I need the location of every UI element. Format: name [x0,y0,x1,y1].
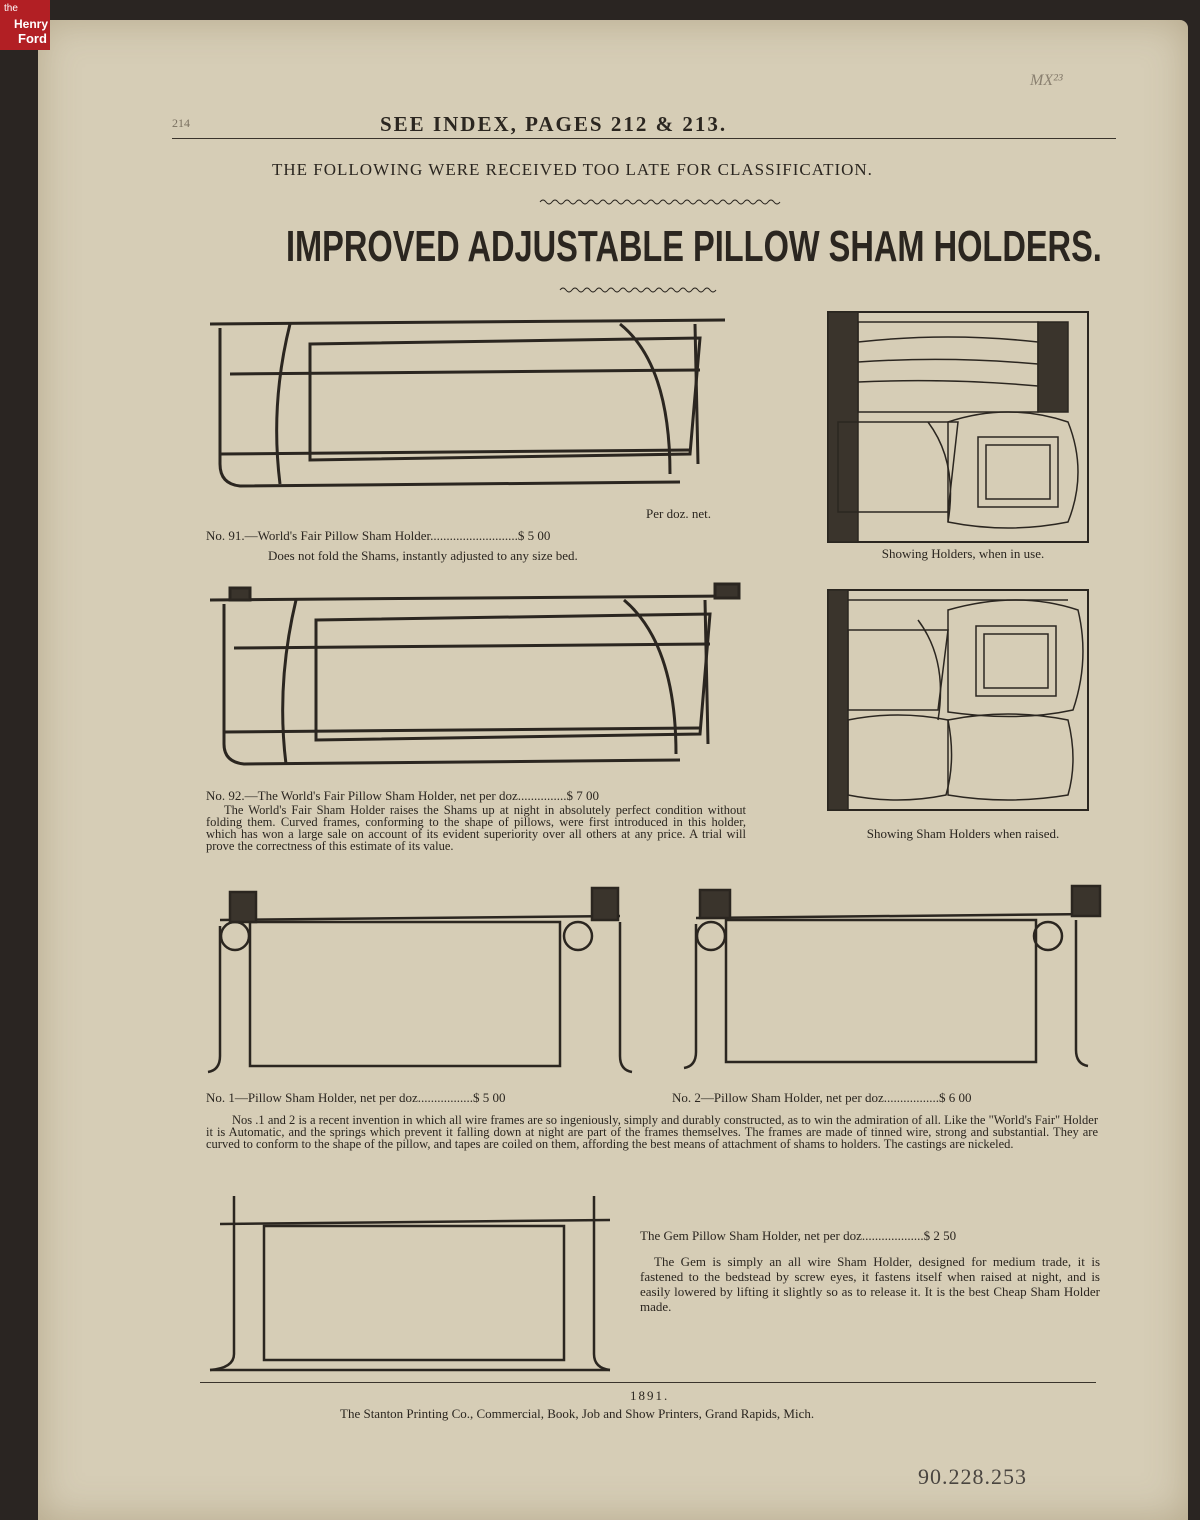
holders-raised-illustration [828,590,1088,810]
gem-holder-illustration [200,1186,620,1376]
no92-price-line: No. 92.—The World's Fair Pillow Sham Holder, net per doz...............$ 7 00 [206,788,600,803]
no91-description: Does not fold the Shams, instantly adjusted to any size bed. [268,548,578,563]
handwritten-mark: MX²³ [1030,72,1063,89]
no2-price-line: No. 2—Pillow Sham Holder, net per doz.................$ 6 00 [672,1090,972,1105]
gem-description: The Gem is simply an all wire Sham Holder, designed for medium trade, it is fastened to the bedstead by screw eyes, it fastens itself when raised at night, and is easily lowered by lifting it slightly so as to release it. It is the best Cheap Sham Holder made. [640,1254,1100,1314]
holder-no92-illustration [200,584,740,784]
no1-price-line: No. 1—Pillow Sham Holder, net per doz.................$ 5 00 [206,1090,506,1105]
holder-no1-illustration [200,886,640,1076]
no92-description: The World's Fair Sham Holder raises the Shams up at night in absolutely perfect condition without folding them. Curved frames, conforming to the shape of pillows, were first introduced in this holder, which has won a large sale on account of its evident superiority over all others at any price. A trial will prove the correctness of this estimate of its value. [206,803,746,853]
header-rule [172,138,1116,139]
no91-price-line: No. 91.—World's Fair Pillow Sham Holder...........................$ 5 00 [206,528,551,543]
late-notice: THE FOLLOWING WERE RECEIVED TOO LATE FOR CLASSIFICATION. [272,160,873,179]
holder-no2-illustration [676,880,1116,1070]
holders-in-use-illustration [828,312,1088,542]
footer-rule [200,1382,1096,1383]
caption-raised: Showing Sham Holders when raised. [866,826,1060,841]
footer-printer: The Stanton Printing Co., Commercial, Book, Job and Show Printers, Grand Rapids, Mich. [340,1406,815,1421]
nos-1-2-description: Nos .1 and 2 is a recent invention in which all wire frames are so ingeniously, simply and durably constructed, as to win the admiration of all. Like the "World's Fair" Holder it is Automatic, and the springs which prevent it falling down at night are part of the frames themselves. The frames are made of tinned wire, strong and substantial. They are curved to conform to the shape of the pillow, and tapes are coiled on them, affording the best means of attachment of shams to holders. The castings are nickeled. [206,1113,1098,1151]
caption-in-use: Showing Holders, when in use. [881,546,1045,561]
henry-ford-logo: the Henry Ford [0,0,50,50]
page-title: IMPROVED ADJUSTABLE PILLOW SHAM HOLDERS. [286,222,1102,271]
holder-no91-illustration [200,314,730,494]
ornament-divider [540,198,780,206]
catalog-number: 90.228.253 [918,1464,1027,1489]
page-number: 214 [172,116,190,130]
gem-price-line: The Gem Pillow Sham Holder, net per doz...................$ 2 50 [640,1228,957,1243]
index-header: SEE INDEX, PAGES 212 & 213. [380,112,728,136]
footer-year: 1891. [630,1388,670,1403]
ornament-divider-small [560,286,720,294]
